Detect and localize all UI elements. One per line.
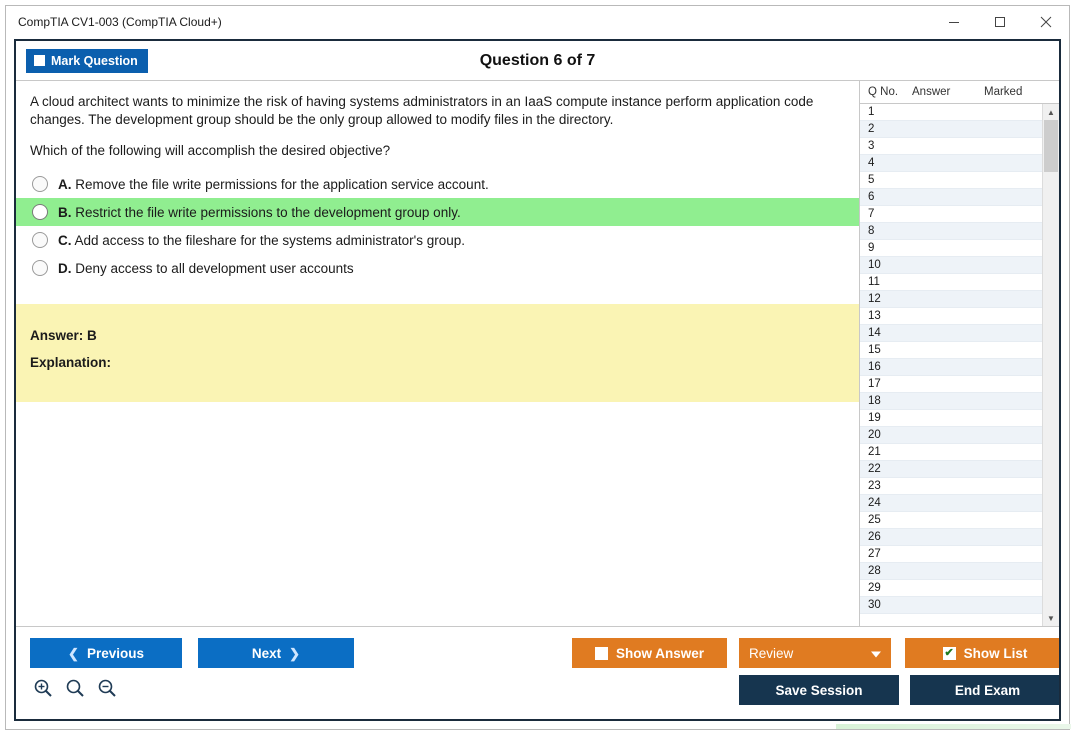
question-number-cell: 24 — [868, 497, 881, 509]
question-number-cell: 12 — [868, 293, 881, 305]
show-answer-checkbox-icon — [595, 647, 608, 660]
table-row[interactable] — [860, 461, 1042, 478]
scroll-up-icon[interactable]: ▲ — [1043, 104, 1059, 120]
question-number-cell: 6 — [868, 191, 875, 203]
question-number-cell: 17 — [868, 378, 881, 390]
review-label: Review — [749, 645, 794, 661]
option-d[interactable] — [16, 254, 859, 282]
option-b[interactable] — [16, 198, 859, 226]
option-c[interactable] — [16, 226, 859, 254]
table-row[interactable] — [860, 495, 1042, 512]
zoom-controls — [32, 677, 118, 699]
table-row[interactable] — [860, 512, 1042, 529]
table-row[interactable] — [860, 393, 1042, 410]
question-number-cell: 15 — [868, 344, 881, 356]
option-d-letter: D. — [58, 260, 72, 276]
exam-header — [16, 41, 1059, 81]
question-number-cell: 16 — [868, 361, 881, 373]
exam-footer — [16, 626, 1059, 719]
question-list-panel — [859, 81, 1059, 626]
table-row[interactable] — [860, 427, 1042, 444]
radio-icon-d[interactable] — [32, 260, 48, 276]
question-number-cell: 30 — [868, 599, 881, 611]
table-row[interactable] — [860, 478, 1042, 495]
window-controls — [931, 6, 1069, 38]
review-dropdown[interactable] — [739, 638, 891, 668]
question-number-cell: 21 — [868, 446, 881, 458]
table-row[interactable] — [860, 580, 1042, 597]
question-number-cell: 28 — [868, 565, 881, 577]
question-number-cell: 29 — [868, 582, 881, 594]
end-exam-button[interactable] — [910, 675, 1061, 705]
mark-question-label: Mark Question — [51, 53, 138, 68]
chevron-right-icon: ❯ — [289, 645, 301, 661]
zoom-in-icon[interactable] — [32, 677, 54, 699]
table-row[interactable] — [860, 563, 1042, 580]
question-list-body — [860, 104, 1059, 626]
exam-main — [16, 81, 1059, 626]
option-a[interactable] — [16, 170, 859, 198]
chevron-down-icon — [871, 646, 881, 661]
show-list-button[interactable] — [905, 638, 1061, 668]
option-b-letter: B. — [58, 204, 72, 220]
bottom-stripe — [836, 724, 1071, 729]
scroll-down-icon[interactable]: ▼ — [1043, 610, 1059, 626]
next-button[interactable] — [198, 638, 354, 668]
table-row[interactable] — [860, 172, 1042, 189]
window-title: CompTIA CV1-003 (CompTIA Cloud+) — [18, 15, 222, 29]
mark-question-button[interactable] — [26, 49, 148, 73]
end-exam-label: End Exam — [954, 682, 1021, 698]
previous-button[interactable] — [30, 638, 182, 668]
scrollbar-thumb[interactable] — [1044, 120, 1058, 172]
table-row[interactable] — [860, 155, 1042, 172]
table-row[interactable] — [860, 240, 1042, 257]
option-d-text: Deny access to all development user accounts — [75, 260, 354, 276]
question-number-cell: 11 — [868, 276, 880, 288]
table-row[interactable] — [860, 189, 1042, 206]
question-number-cell: 27 — [868, 548, 881, 560]
table-row[interactable] — [860, 444, 1042, 461]
option-b-text: Restrict the file write permissions to the development group only. — [75, 204, 461, 220]
table-row[interactable] — [860, 223, 1042, 240]
question-number-cell: 5 — [868, 174, 875, 186]
close-icon[interactable] — [1023, 6, 1069, 38]
save-session-button[interactable] — [739, 675, 899, 705]
table-row[interactable] — [860, 546, 1042, 563]
option-c-text: Add access to the fileshare for the systems administrator's group. — [74, 232, 466, 248]
exam-window — [5, 5, 1070, 730]
question-number-cell: 18 — [868, 395, 881, 407]
table-row[interactable] — [860, 274, 1042, 291]
question-number-cell: 19 — [868, 412, 881, 424]
exam-frame — [14, 39, 1061, 721]
zoom-out-icon[interactable] — [96, 677, 118, 699]
show-answer-label: Show Answer — [615, 645, 704, 661]
question-list-header — [860, 81, 1059, 104]
question-number-cell: 1 — [868, 106, 875, 118]
question-stem: A cloud architect wants to minimize the risk of having systems administrators in an IaaS compute instance perform application code changes. The development group should be the only group allowed to modify files in the directory. — [30, 94, 814, 128]
question-list-scrollbar[interactable] — [1042, 104, 1059, 626]
column-marked: Marked — [984, 86, 1023, 98]
maximize-icon[interactable] — [977, 6, 1023, 38]
question-number-cell: 10 — [868, 259, 881, 271]
show-list-label: Show List — [963, 645, 1028, 661]
scrollbar-track[interactable] — [1043, 120, 1059, 610]
table-row[interactable] — [860, 206, 1042, 223]
explanation-label: Explanation: — [30, 355, 112, 371]
table-row[interactable] — [860, 410, 1042, 427]
column-q-no: Q No. — [868, 86, 899, 98]
question-number-cell: 2 — [868, 123, 875, 135]
next-label: Next — [251, 645, 282, 661]
table-row[interactable] — [860, 597, 1042, 614]
radio-icon-c[interactable] — [32, 232, 48, 248]
question-number-cell: 26 — [868, 531, 881, 543]
question-prompt: Which of the following will accomplish the desired objective? — [30, 143, 391, 159]
table-row[interactable] — [860, 121, 1042, 138]
minimize-icon[interactable] — [931, 6, 977, 38]
question-number-cell: 20 — [868, 429, 881, 441]
question-number-cell: 3 — [868, 140, 875, 152]
options-list — [16, 158, 859, 282]
question-number-cell: 7 — [868, 208, 875, 220]
radio-icon-a[interactable] — [32, 176, 48, 192]
column-answer: Answer — [912, 86, 951, 98]
table-row[interactable] — [860, 257, 1042, 274]
title-bar — [6, 6, 1069, 39]
option-a-text: Remove the file write permissions for the application service account. — [75, 176, 489, 192]
question-number-cell: 25 — [868, 514, 881, 526]
chevron-left-icon: ❮ — [68, 645, 79, 661]
question-number-cell: 23 — [868, 480, 881, 492]
question-number-cell: 9 — [868, 242, 875, 254]
option-a-letter: A. — [58, 176, 72, 192]
show-list-checkbox-icon: ✔ — [944, 646, 954, 659]
question-counter: Question 6 of 7 — [479, 51, 596, 69]
table-row[interactable] — [860, 138, 1042, 155]
answer-text: Answer: B — [30, 328, 97, 344]
table-row[interactable] — [860, 359, 1042, 376]
table-row[interactable] — [860, 529, 1042, 546]
question-number-cell: 8 — [868, 225, 875, 237]
question-pane — [16, 81, 859, 626]
option-c-letter: C. — [58, 232, 72, 248]
table-row[interactable] — [860, 325, 1042, 342]
show-answer-button[interactable] — [572, 638, 727, 668]
question-number-cell: 4 — [868, 157, 875, 169]
question-rows[interactable] — [860, 104, 1042, 626]
radio-icon-b[interactable] — [32, 204, 48, 220]
save-session-label: Save Session — [775, 682, 863, 698]
question-number-cell: 22 — [868, 463, 881, 475]
question-number-cell: 13 — [868, 310, 881, 322]
zoom-icon[interactable] — [64, 677, 86, 699]
mark-checkbox-icon — [34, 55, 45, 66]
table-row[interactable] — [860, 291, 1042, 308]
table-row[interactable] — [860, 342, 1042, 359]
table-row[interactable] — [860, 308, 1042, 325]
answer-panel — [16, 304, 859, 402]
table-row[interactable] — [860, 376, 1042, 393]
table-row[interactable] — [860, 104, 1042, 121]
previous-label: Previous — [86, 645, 144, 661]
question-number-cell: 14 — [868, 327, 881, 339]
